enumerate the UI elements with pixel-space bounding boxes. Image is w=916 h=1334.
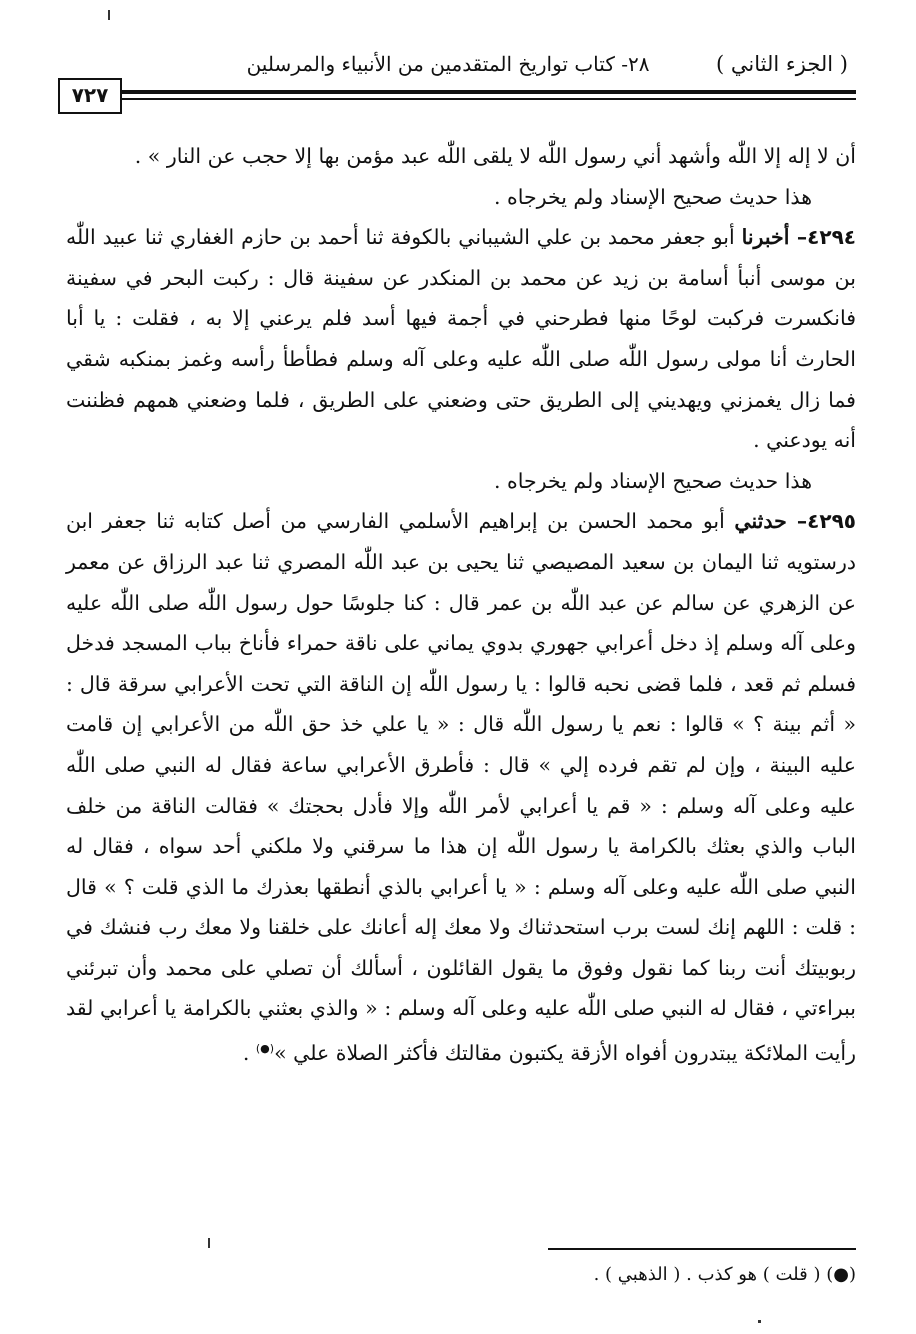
footnote-rule bbox=[548, 1248, 856, 1250]
footnote-marker: (●) bbox=[826, 1264, 856, 1285]
hadith-4295 bbox=[66, 501, 856, 1073]
paragraph-verdict: هذا حديث صحيح الإسناد ولم يخرجاه . bbox=[493, 184, 812, 209]
footnote-text: ( قلت ) هو كذب . ( الذهبي ) . bbox=[593, 1264, 821, 1285]
footnote-reference[interactable]: (●) bbox=[255, 1042, 275, 1056]
scan-speck bbox=[758, 1320, 761, 1323]
paragraph-verdict: هذا حديث صحيح الإسناد ولم يخرجاه . bbox=[493, 468, 812, 493]
hadith-keyword: – أخبرنا bbox=[741, 225, 808, 250]
page-number: ٧٢٧ bbox=[58, 78, 122, 114]
scan-speck bbox=[108, 10, 110, 20]
hadith-number: ٤٢٩٥ bbox=[807, 509, 856, 534]
page-body bbox=[66, 136, 856, 1073]
hadith-text: أبو محمد الحسن بن إبراهيم الأسلمي الفارسي من أصل كتابه ثنا جعفر ابن درستويه ثنا اليمان بن سعيد المصيصي ثنا يحيى بن عبد اللّٰه المصري ثنا عبد الرزاق عن معمر عن الزهري عن سالم عن عبد اللّٰه بن عمر قال : كنا جلوسًا حول رسول اللّٰه صلى اللّٰه عليه وعلى آله وسلم إذ دخل أعرابي جهوري بدوي يماني على ناقة حمراء فأناخ بباب المسجد فدخل فسلم ثم قعد ، فلما قضى نحبه قالوا : يا رسول اللّٰه إن الناقة التي تحت الأعرابي سرقة قال : « أثم بينة ؟ » قالوا : نعم يا رسول اللّٰه قال : « يا علي خذ حق اللّٰه من الأعرابي إن قامت عليه البينة ، وإن لم تقم فرده إلي » قال : فأطرق الأعرابي ساعة فقال له النبي صلى اللّٰه عليه وعلى آله وسلم : « قم يا أعرابي لأمر اللّٰه وإلا فأدل بحجتك » فقالت الناقة من خلف الباب والذي بعثك بالكرامة يا رسول اللّٰه إن هذا ما سرقني ولا ملكني أحد سواه ، فقال له النبي صلى اللّٰه عليه وعلى آله وسلم : « يا أعرابي بالذي أنطقها بعذرك ما الذي قلت ؟ » قال : قلت : اللهم إنك لست برب استحدثناك ولا معك إله أعانك على خلقنا ولا معك رب فنشك في ربوبيتك أنت ربنا كما نقول وفوق ما يقول القائلون ، أسألك أن تصلي على محمد وأن تبرئني ببراءتي ، فقال له النبي صلى اللّٰه عليه وعلى آله وسلم : « والذي بعثني بالكرامة يا أعرابي لقد رأيت الملائكة يبتدرون أفواه الأزقة يكتبون مقالتك فأكثر الصلاة علي » bbox=[66, 509, 856, 1065]
hadith-keyword: – حدثني bbox=[734, 509, 808, 534]
header-book-title: ٢٨- كتاب تواريخ المتقدمين من الأنبياء والمرسلين bbox=[246, 52, 650, 76]
header-rule-thin bbox=[122, 98, 856, 100]
scan-speck bbox=[208, 1238, 210, 1248]
paragraph-continuation: أن لا إله إلا اللّٰه وأشهد أني رسول اللّٰه لا يلقى اللّٰه عبد مؤمن بها إلا حجب عن النار » . bbox=[134, 144, 856, 168]
header-rule-thick bbox=[122, 90, 856, 94]
hadith-number: ٤٢٩٤ bbox=[807, 225, 856, 250]
hadith-text: أبو جعفر محمد بن علي الشيباني بالكوفة ثنا أحمد بن حازم الغفاري ثنا عبيد اللّٰه بن موسى أنبأ أسامة بن زيد عن محمد بن المنكدر عن سفينة قال : ركبت البحر في سفينة فانكسرت فركبت لوحًا منها فطرحني في أجمة فيها أسد فلم يرعني إلا به ، فقلت : يا أبا الحارث أنا مولى رسول اللّٰه صلى اللّٰه عليه وعلى آله وسلم فطأطأ رأسه وغمز بمنكبه شقي فما زال يغمزني ويهديني إلى الطريق حتى وضعني على الطريق ، فلما وضعني همهم فظننت أنه يودعني . bbox=[66, 225, 856, 453]
header-part-label: ( الجزء الثاني ) bbox=[716, 52, 848, 76]
footnote bbox=[594, 1264, 856, 1285]
hadith-end: . bbox=[242, 1040, 256, 1065]
hadith-4294 bbox=[66, 217, 856, 461]
